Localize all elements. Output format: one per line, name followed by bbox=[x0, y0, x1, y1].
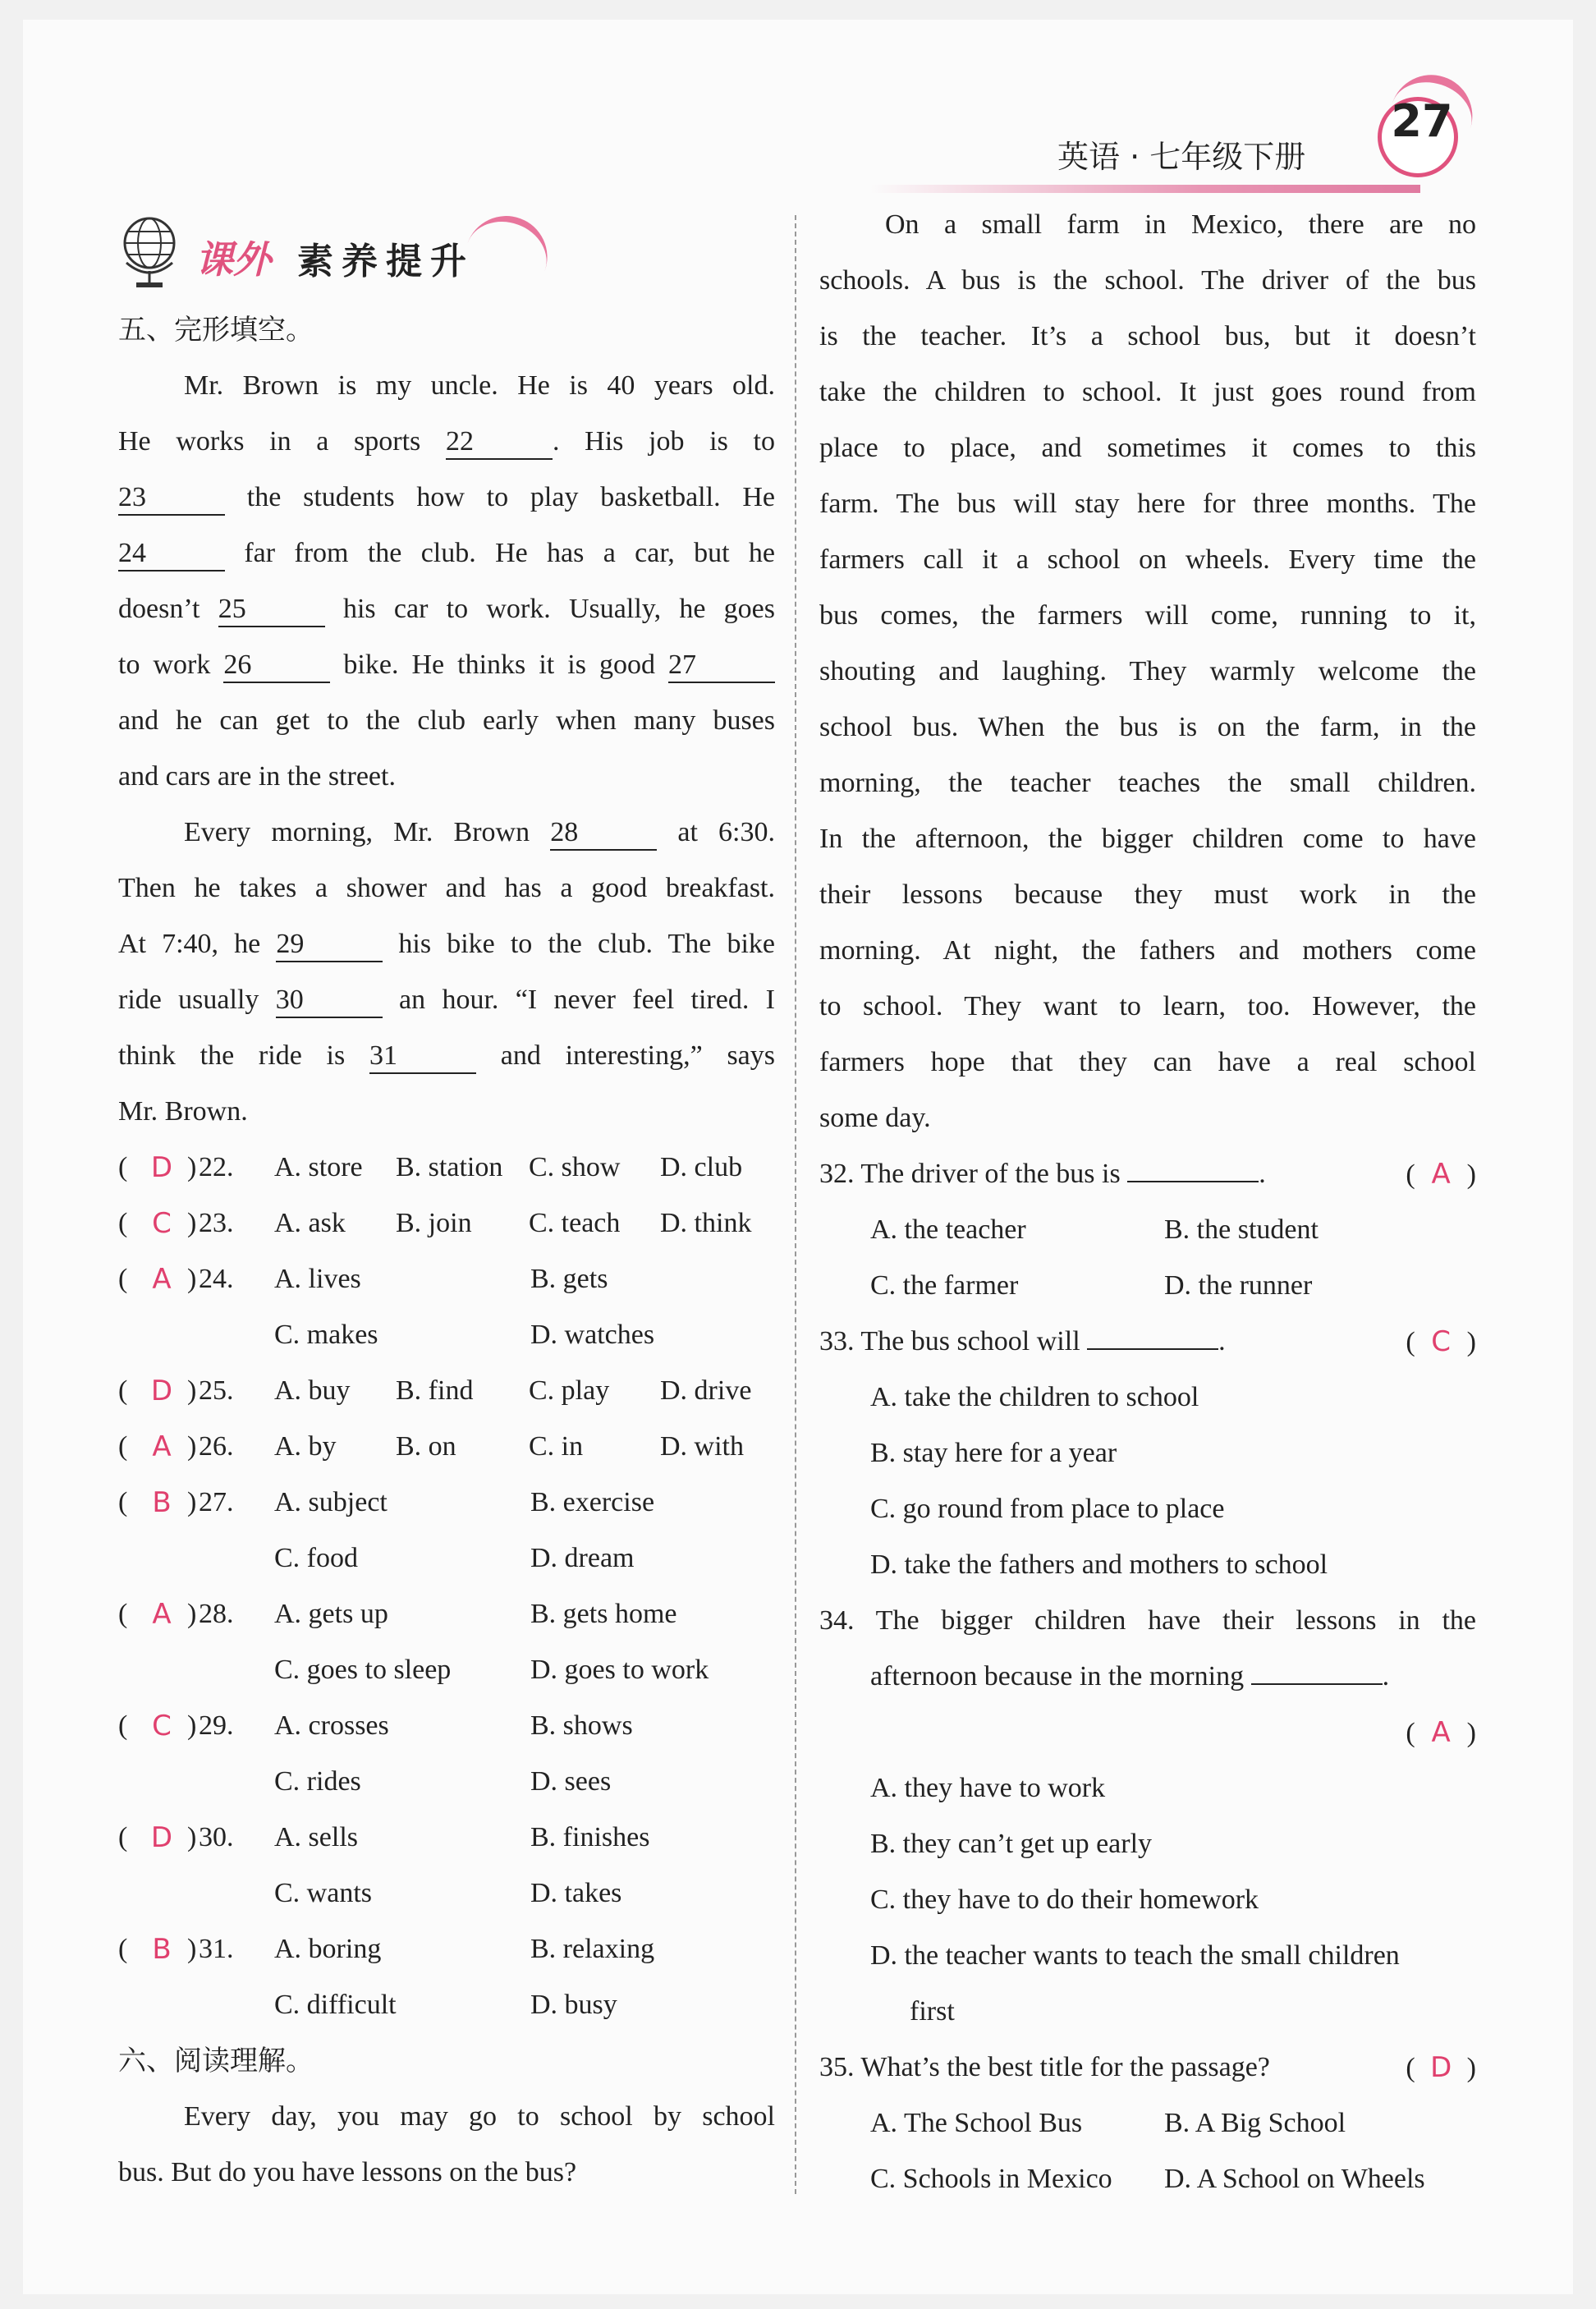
reading-intro-line: bus. But do you have lessons on the bus? bbox=[118, 2157, 577, 2187]
paren-close: ) bbox=[187, 1431, 197, 1462]
cloze-blank: 25 bbox=[218, 593, 325, 627]
answer-mark: A bbox=[152, 1430, 172, 1463]
question-number: 23. bbox=[199, 1208, 234, 1238]
passage-line: farmers hope that they can have a real school bbox=[819, 1047, 1476, 1077]
cloze-line bbox=[118, 470, 775, 526]
paren-close: ) bbox=[1460, 1327, 1476, 1357]
option: A. buy bbox=[274, 1375, 351, 1406]
paren-open: ( bbox=[118, 1208, 128, 1238]
cloze-line: Then he takes a shower and has a good breakfast. bbox=[118, 873, 775, 903]
answer-blank bbox=[1127, 1181, 1259, 1182]
question-stem-cont bbox=[819, 1649, 1476, 1705]
paren-open: ( bbox=[1406, 1159, 1423, 1190]
cloze-text: his bike to the club. The bike bbox=[383, 929, 775, 959]
option: A. ask bbox=[274, 1208, 346, 1238]
paren-close: ) bbox=[187, 1710, 197, 1741]
passage-line: to school. They want to learn, too. However, the bbox=[819, 991, 1476, 1021]
header-rule bbox=[870, 185, 1420, 193]
paren-close: ) bbox=[187, 1487, 197, 1517]
option: D. club bbox=[660, 1152, 743, 1182]
question-row bbox=[118, 1810, 775, 1866]
option: D. with bbox=[660, 1431, 744, 1462]
question-row-cont bbox=[118, 1642, 775, 1698]
question-row bbox=[118, 1251, 775, 1307]
reading-heading: 六、阅读理解。 bbox=[118, 2045, 314, 2077]
paren-open: ( bbox=[118, 1710, 128, 1741]
question-row-cont bbox=[118, 1977, 775, 2033]
option: B. exercise bbox=[530, 1487, 655, 1517]
passage-line: farm. The bus will stay here for three months. The bbox=[819, 489, 1476, 519]
paren-close: ) bbox=[187, 1822, 197, 1852]
passage-line: farmers call it a school on wheels. Every time the bbox=[819, 544, 1476, 575]
option: B. the student bbox=[1164, 1214, 1319, 1245]
option-row: first bbox=[910, 1996, 955, 2027]
option: D. watches bbox=[530, 1320, 655, 1350]
question-stem: afternoon because in the morning bbox=[870, 1661, 1251, 1692]
option: A. gets up bbox=[274, 1599, 388, 1629]
cloze-blank: 30 bbox=[276, 984, 383, 1018]
option: B. join bbox=[396, 1208, 472, 1238]
cloze-blank: 23 bbox=[118, 481, 225, 516]
question-stem: What’s the best title for the passage? bbox=[854, 2052, 1270, 2082]
answer-mark: A bbox=[1431, 1158, 1451, 1191]
answer-mark: C bbox=[152, 1207, 172, 1240]
option: D. A School on Wheels bbox=[1164, 2164, 1425, 2194]
option: B. on bbox=[396, 1431, 456, 1462]
paren-close: ) bbox=[187, 1934, 197, 1964]
logo-text-literacy: 素养提升 bbox=[297, 241, 475, 282]
paren-close: ) bbox=[1460, 1159, 1476, 1190]
cloze-line bbox=[118, 972, 775, 1028]
answer-mark: D bbox=[150, 1821, 173, 1854]
question-tail: . bbox=[1382, 1661, 1390, 1692]
question-number: 30. bbox=[199, 1822, 234, 1852]
cloze-blank: 26 bbox=[223, 649, 330, 683]
answer-mark: C bbox=[1431, 1325, 1452, 1358]
option: B. find bbox=[396, 1375, 474, 1406]
cloze-blank: 22 bbox=[446, 425, 553, 460]
cloze-blank: 27 bbox=[668, 649, 775, 683]
option-row: D. take the fathers and mothers to school bbox=[870, 1549, 1328, 1580]
option: A. sells bbox=[274, 1822, 358, 1852]
paren-open: ( bbox=[118, 1487, 128, 1517]
question-row bbox=[118, 1196, 775, 1251]
paren-open: ( bbox=[1406, 1718, 1423, 1748]
question-number: 31. bbox=[199, 1934, 234, 1964]
question-row-cont bbox=[118, 1866, 775, 1921]
passage-line: morning, the teacher teaches the small children. bbox=[819, 768, 1476, 798]
paren-close: ) bbox=[1460, 1718, 1476, 1748]
option: D. dream bbox=[530, 1543, 635, 1573]
answer-box bbox=[1406, 1146, 1476, 1203]
question-stem: The driver of the bus is bbox=[854, 1159, 1128, 1189]
cloze-line bbox=[118, 526, 775, 581]
question-row bbox=[118, 1698, 775, 1754]
paren-close: ) bbox=[187, 1375, 197, 1406]
paren-close: ) bbox=[187, 1264, 197, 1294]
option: D. the runner bbox=[1164, 1270, 1313, 1301]
question-tail: . bbox=[1259, 1159, 1266, 1189]
option: A. by bbox=[274, 1431, 337, 1462]
option: C. show bbox=[529, 1152, 621, 1182]
answer-blank bbox=[1251, 1683, 1383, 1685]
question-stem: The bus school will bbox=[854, 1326, 1088, 1356]
cloze-line bbox=[118, 1028, 775, 1084]
option: B. gets bbox=[530, 1264, 608, 1294]
option: D. takes bbox=[530, 1878, 622, 1908]
passage-line: bus comes, the farmers will come, running to it, bbox=[819, 600, 1476, 631]
question-row bbox=[118, 1921, 775, 1977]
cloze-text: to work bbox=[118, 650, 224, 680]
paren-close: ) bbox=[187, 1599, 197, 1629]
passage-line: some day. bbox=[819, 1103, 931, 1133]
cloze-text: the students how to play basketball. He bbox=[225, 482, 775, 512]
cloze-line: and cars are in the street. bbox=[118, 761, 396, 792]
paren-close: ) bbox=[187, 1152, 197, 1182]
question-row bbox=[819, 1593, 1476, 1649]
cloze-text: an hour. “I never feel tired. I bbox=[382, 985, 775, 1015]
question-row-cont bbox=[118, 1307, 775, 1363]
question-row bbox=[118, 1475, 775, 1531]
cloze-line bbox=[118, 805, 775, 861]
passage-line: On a small farm in Mexico, there are no bbox=[885, 209, 1476, 240]
option: D. drive bbox=[660, 1375, 752, 1406]
answer-mark: D bbox=[150, 1151, 173, 1184]
cloze-text: He works in a sports bbox=[118, 426, 446, 457]
passage-line: shouting and laughing. They warmly welcome the bbox=[819, 656, 1476, 686]
option-row bbox=[819, 1258, 1476, 1314]
question-row bbox=[118, 1586, 775, 1642]
question-tail: . bbox=[1218, 1326, 1226, 1356]
option-row: C. go round from place to place bbox=[870, 1494, 1225, 1524]
cloze-text: ride usually bbox=[118, 985, 276, 1015]
question-number: 28. bbox=[199, 1599, 234, 1629]
cloze-heading: 五、完形填空。 bbox=[118, 314, 314, 347]
passage-line: take the children to school. It just goes round from bbox=[819, 377, 1476, 407]
reading-passage bbox=[819, 197, 1476, 1146]
cloze-questions bbox=[118, 1140, 775, 2033]
paren-open: ( bbox=[118, 1264, 128, 1294]
question-row bbox=[118, 1419, 775, 1475]
cloze-line: Mr. Brown is my uncle. He is 40 years old. bbox=[184, 370, 775, 401]
option: B. station bbox=[396, 1152, 503, 1182]
option: D. sees bbox=[530, 1766, 612, 1797]
page-number-badge bbox=[1369, 72, 1476, 179]
cloze-text: At 7:40, he bbox=[118, 929, 277, 959]
question-number: 29. bbox=[199, 1710, 234, 1741]
option-row: B. they can’t get up early bbox=[870, 1829, 1153, 1859]
option: A. The School Bus bbox=[870, 2108, 1083, 2138]
question-stem: The bigger children have their lessons in the bbox=[854, 1605, 1476, 1636]
answer-mark: B bbox=[152, 1933, 172, 1966]
question-row bbox=[118, 1363, 775, 1419]
cloze-line: and he can get to the club early when many buses bbox=[118, 705, 775, 736]
cloze-passage bbox=[118, 358, 775, 1140]
passage-line: school bus. When the bus is on the farm, in the bbox=[819, 712, 1476, 742]
page-number: 27 bbox=[1391, 95, 1453, 147]
option: C. wants bbox=[274, 1878, 372, 1908]
passage-line: their lessons because they must work in the bbox=[819, 879, 1476, 910]
question-row-cont bbox=[118, 1531, 775, 1586]
cloze-blank: 24 bbox=[118, 537, 225, 572]
passage-line: place to place, and sometimes it comes to this bbox=[819, 433, 1476, 463]
passage-line: is the teacher. It’s a school bus, but it doesn’t bbox=[819, 321, 1476, 351]
question-row bbox=[819, 1314, 1476, 1370]
option-row: D. the teacher wants to teach the small children bbox=[870, 1940, 1400, 1971]
question-number: 35. bbox=[819, 2052, 855, 2082]
question-number: 33. bbox=[819, 1326, 855, 1356]
cloze-text: Every morning, Mr. Brown bbox=[184, 817, 551, 847]
question-number: 22. bbox=[199, 1152, 234, 1182]
question-row-cont bbox=[118, 1754, 775, 1810]
answer-box bbox=[1406, 1705, 1476, 1761]
section-logo bbox=[117, 212, 543, 294]
paren-open: ( bbox=[1406, 2053, 1423, 2083]
answer-box bbox=[1406, 1314, 1476, 1370]
option: A. crosses bbox=[274, 1710, 389, 1741]
cloze-line bbox=[118, 414, 775, 470]
paren-open: ( bbox=[118, 1822, 128, 1852]
paren-open: ( bbox=[118, 1375, 128, 1406]
answer-mark: D bbox=[1430, 2051, 1452, 2084]
answer-mark: A bbox=[1431, 1716, 1451, 1749]
column-divider bbox=[795, 215, 796, 2194]
cloze-line bbox=[118, 581, 775, 637]
book-title: 英语 · 七年级下册 bbox=[1057, 139, 1306, 175]
question-number: 32. bbox=[819, 1159, 855, 1189]
answer-mark: A bbox=[152, 1598, 172, 1631]
option: A. boring bbox=[274, 1934, 382, 1964]
cloze-text: doesn’t bbox=[118, 594, 218, 624]
option-row bbox=[819, 2096, 1476, 2151]
option: C. teach bbox=[529, 1208, 621, 1238]
option: A. the teacher bbox=[870, 1214, 1026, 1245]
option: C. the farmer bbox=[870, 1270, 1019, 1301]
answer-blank bbox=[1087, 1348, 1218, 1350]
option: C. in bbox=[529, 1431, 584, 1462]
paren-open: ( bbox=[118, 1599, 128, 1629]
option-row: C. they have to do their homework bbox=[870, 1884, 1259, 1915]
cloze-line bbox=[118, 637, 775, 693]
reading-intro-line: Every day, you may go to school by school bbox=[184, 2101, 775, 2132]
globe-icon bbox=[117, 212, 186, 291]
cloze-blank: 28 bbox=[550, 816, 657, 851]
paren-open: ( bbox=[118, 1152, 128, 1182]
paren-open: ( bbox=[118, 1431, 128, 1462]
option-row: B. stay here for a year bbox=[870, 1438, 1117, 1468]
option: A. subject bbox=[274, 1487, 388, 1517]
option: D. busy bbox=[530, 1990, 617, 2020]
option: C. rides bbox=[274, 1766, 361, 1797]
question-number: 25. bbox=[199, 1375, 234, 1406]
cloze-text: far from the club. He has a car, but he bbox=[225, 538, 775, 568]
question-number: 26. bbox=[199, 1431, 234, 1462]
passage-line: morning. At night, the fathers and mothers come bbox=[819, 935, 1476, 966]
answer-row bbox=[819, 1705, 1476, 1760]
answer-mark: D bbox=[150, 1375, 173, 1407]
reading-questions bbox=[819, 1146, 1476, 2207]
cloze-line: Mr. Brown. bbox=[118, 1096, 248, 1127]
option: A. lives bbox=[274, 1264, 361, 1294]
option: D. think bbox=[660, 1208, 752, 1238]
answer-mark: C bbox=[152, 1710, 172, 1742]
right-column bbox=[819, 197, 1476, 2207]
answer-mark: A bbox=[152, 1263, 172, 1296]
left-column bbox=[118, 302, 775, 2201]
cloze-blank: 29 bbox=[276, 928, 383, 962]
paren-close: ) bbox=[1460, 2053, 1476, 2083]
cloze-text: his car to work. Usually, he goes bbox=[324, 594, 775, 624]
paren-open: ( bbox=[1406, 1327, 1423, 1357]
cloze-text: at 6:30. bbox=[657, 817, 775, 847]
answer-box bbox=[1406, 2040, 1476, 2096]
cloze-text: and interesting,” says bbox=[475, 1040, 775, 1071]
option-row bbox=[819, 2151, 1476, 2207]
passage-line: In the afternoon, the bigger children come to have bbox=[819, 824, 1476, 854]
option-row: A. they have to work bbox=[870, 1773, 1106, 1803]
option: B. gets home bbox=[530, 1599, 677, 1629]
question-number: 24. bbox=[199, 1264, 234, 1294]
question-row bbox=[819, 1146, 1476, 1202]
cloze-text: bike. He thinks it is good bbox=[330, 650, 668, 680]
cloze-line bbox=[118, 916, 775, 972]
option: B. relaxing bbox=[530, 1934, 655, 1964]
option: C. goes to sleep bbox=[274, 1655, 452, 1685]
option: D. goes to work bbox=[530, 1655, 709, 1685]
question-row bbox=[118, 1140, 775, 1196]
cloze-text: think the ride is bbox=[118, 1040, 369, 1071]
question-number: 34. bbox=[819, 1605, 855, 1636]
option-row: A. take the children to school bbox=[870, 1382, 1199, 1412]
paren-open: ( bbox=[118, 1934, 128, 1964]
passage-line: schools. A bus is the school. The driver of the bus bbox=[819, 265, 1476, 296]
logo-text-extracurricular: 课外 bbox=[195, 237, 271, 282]
option: B. shows bbox=[530, 1710, 633, 1741]
option: C. food bbox=[274, 1543, 358, 1573]
option: C. Schools in Mexico bbox=[870, 2164, 1112, 2194]
option: C. difficult bbox=[274, 1990, 397, 2020]
option: A. store bbox=[274, 1152, 363, 1182]
question-row bbox=[819, 2040, 1476, 2096]
paren-close: ) bbox=[187, 1208, 197, 1238]
option: B. A Big School bbox=[1164, 2108, 1346, 2138]
option: C. makes bbox=[274, 1320, 378, 1350]
option: B. finishes bbox=[530, 1822, 650, 1852]
answer-mark: B bbox=[152, 1486, 172, 1519]
option: C. play bbox=[529, 1375, 610, 1406]
option-row bbox=[819, 1202, 1476, 1258]
cloze-blank: 31 bbox=[369, 1040, 476, 1074]
cloze-text: . His job is to bbox=[552, 426, 775, 457]
question-number: 27. bbox=[199, 1487, 234, 1517]
